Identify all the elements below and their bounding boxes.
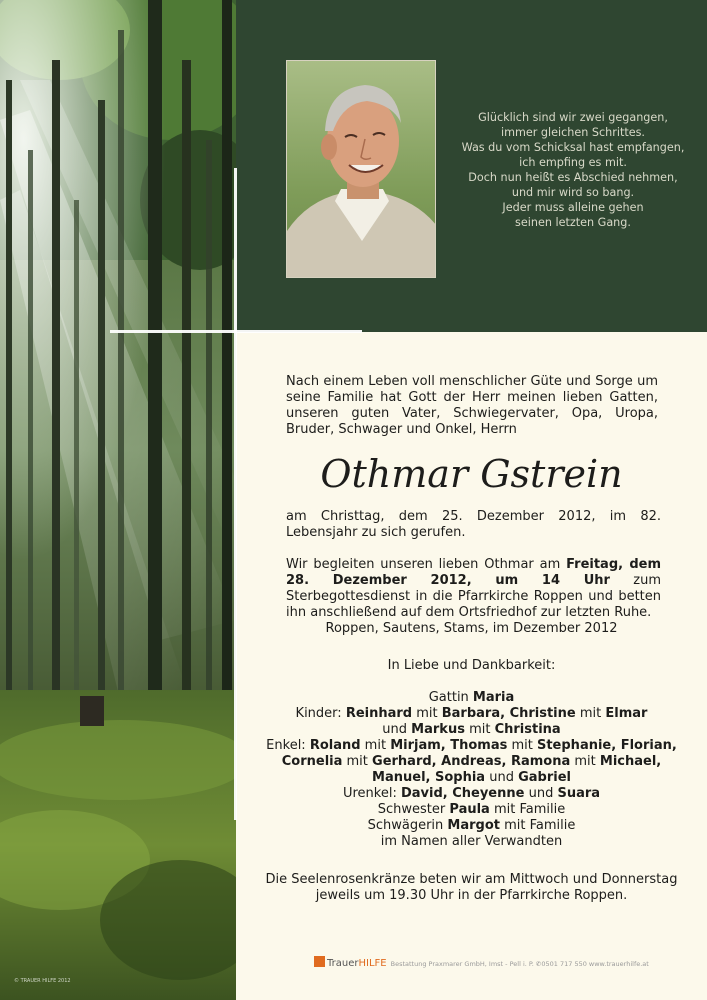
family-line: Urenkel: David, Cheyenne und Suara [342, 786, 601, 801]
poem-line: Doch nun heißt es Abschied nehmen, [468, 171, 678, 184]
footer [314, 951, 649, 969]
poem-line: Glücklich sind wir zwei gegangen, [478, 111, 668, 124]
family-line: Enkel: Roland mit Mirjam, Thomas mit Stephanie, Florian, [266, 738, 677, 753]
intro-paragraph: Nach einem Leben voll menschlicher Güte und Sorge um seine Familie hat Gott der Herr meinen lieben Gatten, unseren guten Vater, Schwiegervater, Opa, Uropa, Bruder, Schwager und Onkel, Herrn [286, 374, 658, 437]
poem-line: Jeder muss alleine gehen [502, 201, 644, 214]
trauerhilfe-logo-icon [314, 956, 325, 967]
rosary-line: Die Seelenrosenkränze beten wir am Mittwoch und Donnerstag [265, 872, 678, 887]
poem-line: und mir wird so bang. [511, 186, 635, 199]
family-line: und Markus mit Christina [382, 722, 561, 737]
photo-credit: © TRAUER HILFE 2012 [14, 978, 71, 984]
poem-line: Was du vom Schicksal hast empfangen, [461, 141, 685, 154]
forest-illustration [0, 0, 236, 1000]
family-line: Cornelia mit Gerhard, Andreas, Ramona mit Michael, [281, 754, 662, 769]
family-line: Schwester Paula mit Familie [377, 802, 566, 817]
family-line: Manuel, Sophia und Gabriel [372, 770, 571, 785]
family-line: im Namen aller Verwandten [380, 834, 563, 849]
footer-brand-accent: HILFE [358, 958, 387, 969]
poem-line: ich empfing es mit. [519, 156, 627, 169]
poem-line: immer gleichen Schrittes. [500, 126, 645, 139]
service-text: zum Sterbegottesdienst in die Pfarrkirche Roppen und betten ihn anschließend auf dem Ortsfriedhof zur letzten Ruhe. [286, 573, 662, 620]
forest-photo [0, 0, 236, 1000]
rosary-notice [236, 872, 707, 904]
cross-horizontal-bar [110, 330, 362, 333]
deceased-name: Othmar Gstrein [320, 452, 623, 496]
thanks-heading: In Liebe und Dankbarkeit: [387, 658, 556, 673]
rosary-line: jeweils um 19.30 Uhr in der Pfarrkirche Roppen. [315, 888, 628, 903]
poem-line: seinen letzten Gang. [515, 216, 631, 229]
footer-brand: Trauer [327, 958, 359, 969]
poem [454, 110, 692, 230]
death-date-paragraph: am Christtag, dem 25. Dezember 2012, im 82. Lebensjahr zu sich gerufen. [286, 509, 661, 540]
family-list [236, 690, 707, 850]
footer-info: Bestattung Praxmarer GmbH, Imst - Pell i. P. ✆0501 717 550 www.trauerhilfe.at [390, 960, 649, 968]
service-datetime: Freitag, dem 28. Dezember 2012, um 14 Uhr [286, 557, 661, 588]
family-line: Gattin Maria [428, 690, 515, 705]
family-line: Kinder: Reinhard mit Barbara, Christine mit Elmar [295, 706, 648, 721]
service-text: Wir begleiten unseren lieben Othmar am [286, 557, 567, 572]
portrait-photo [286, 60, 436, 278]
place-date: Roppen, Sautens, Stams, im Dezember 2012 [325, 621, 618, 636]
funeral-service-paragraph [286, 557, 661, 621]
family-line: Schwägerin Margot mit Familie [367, 818, 576, 833]
